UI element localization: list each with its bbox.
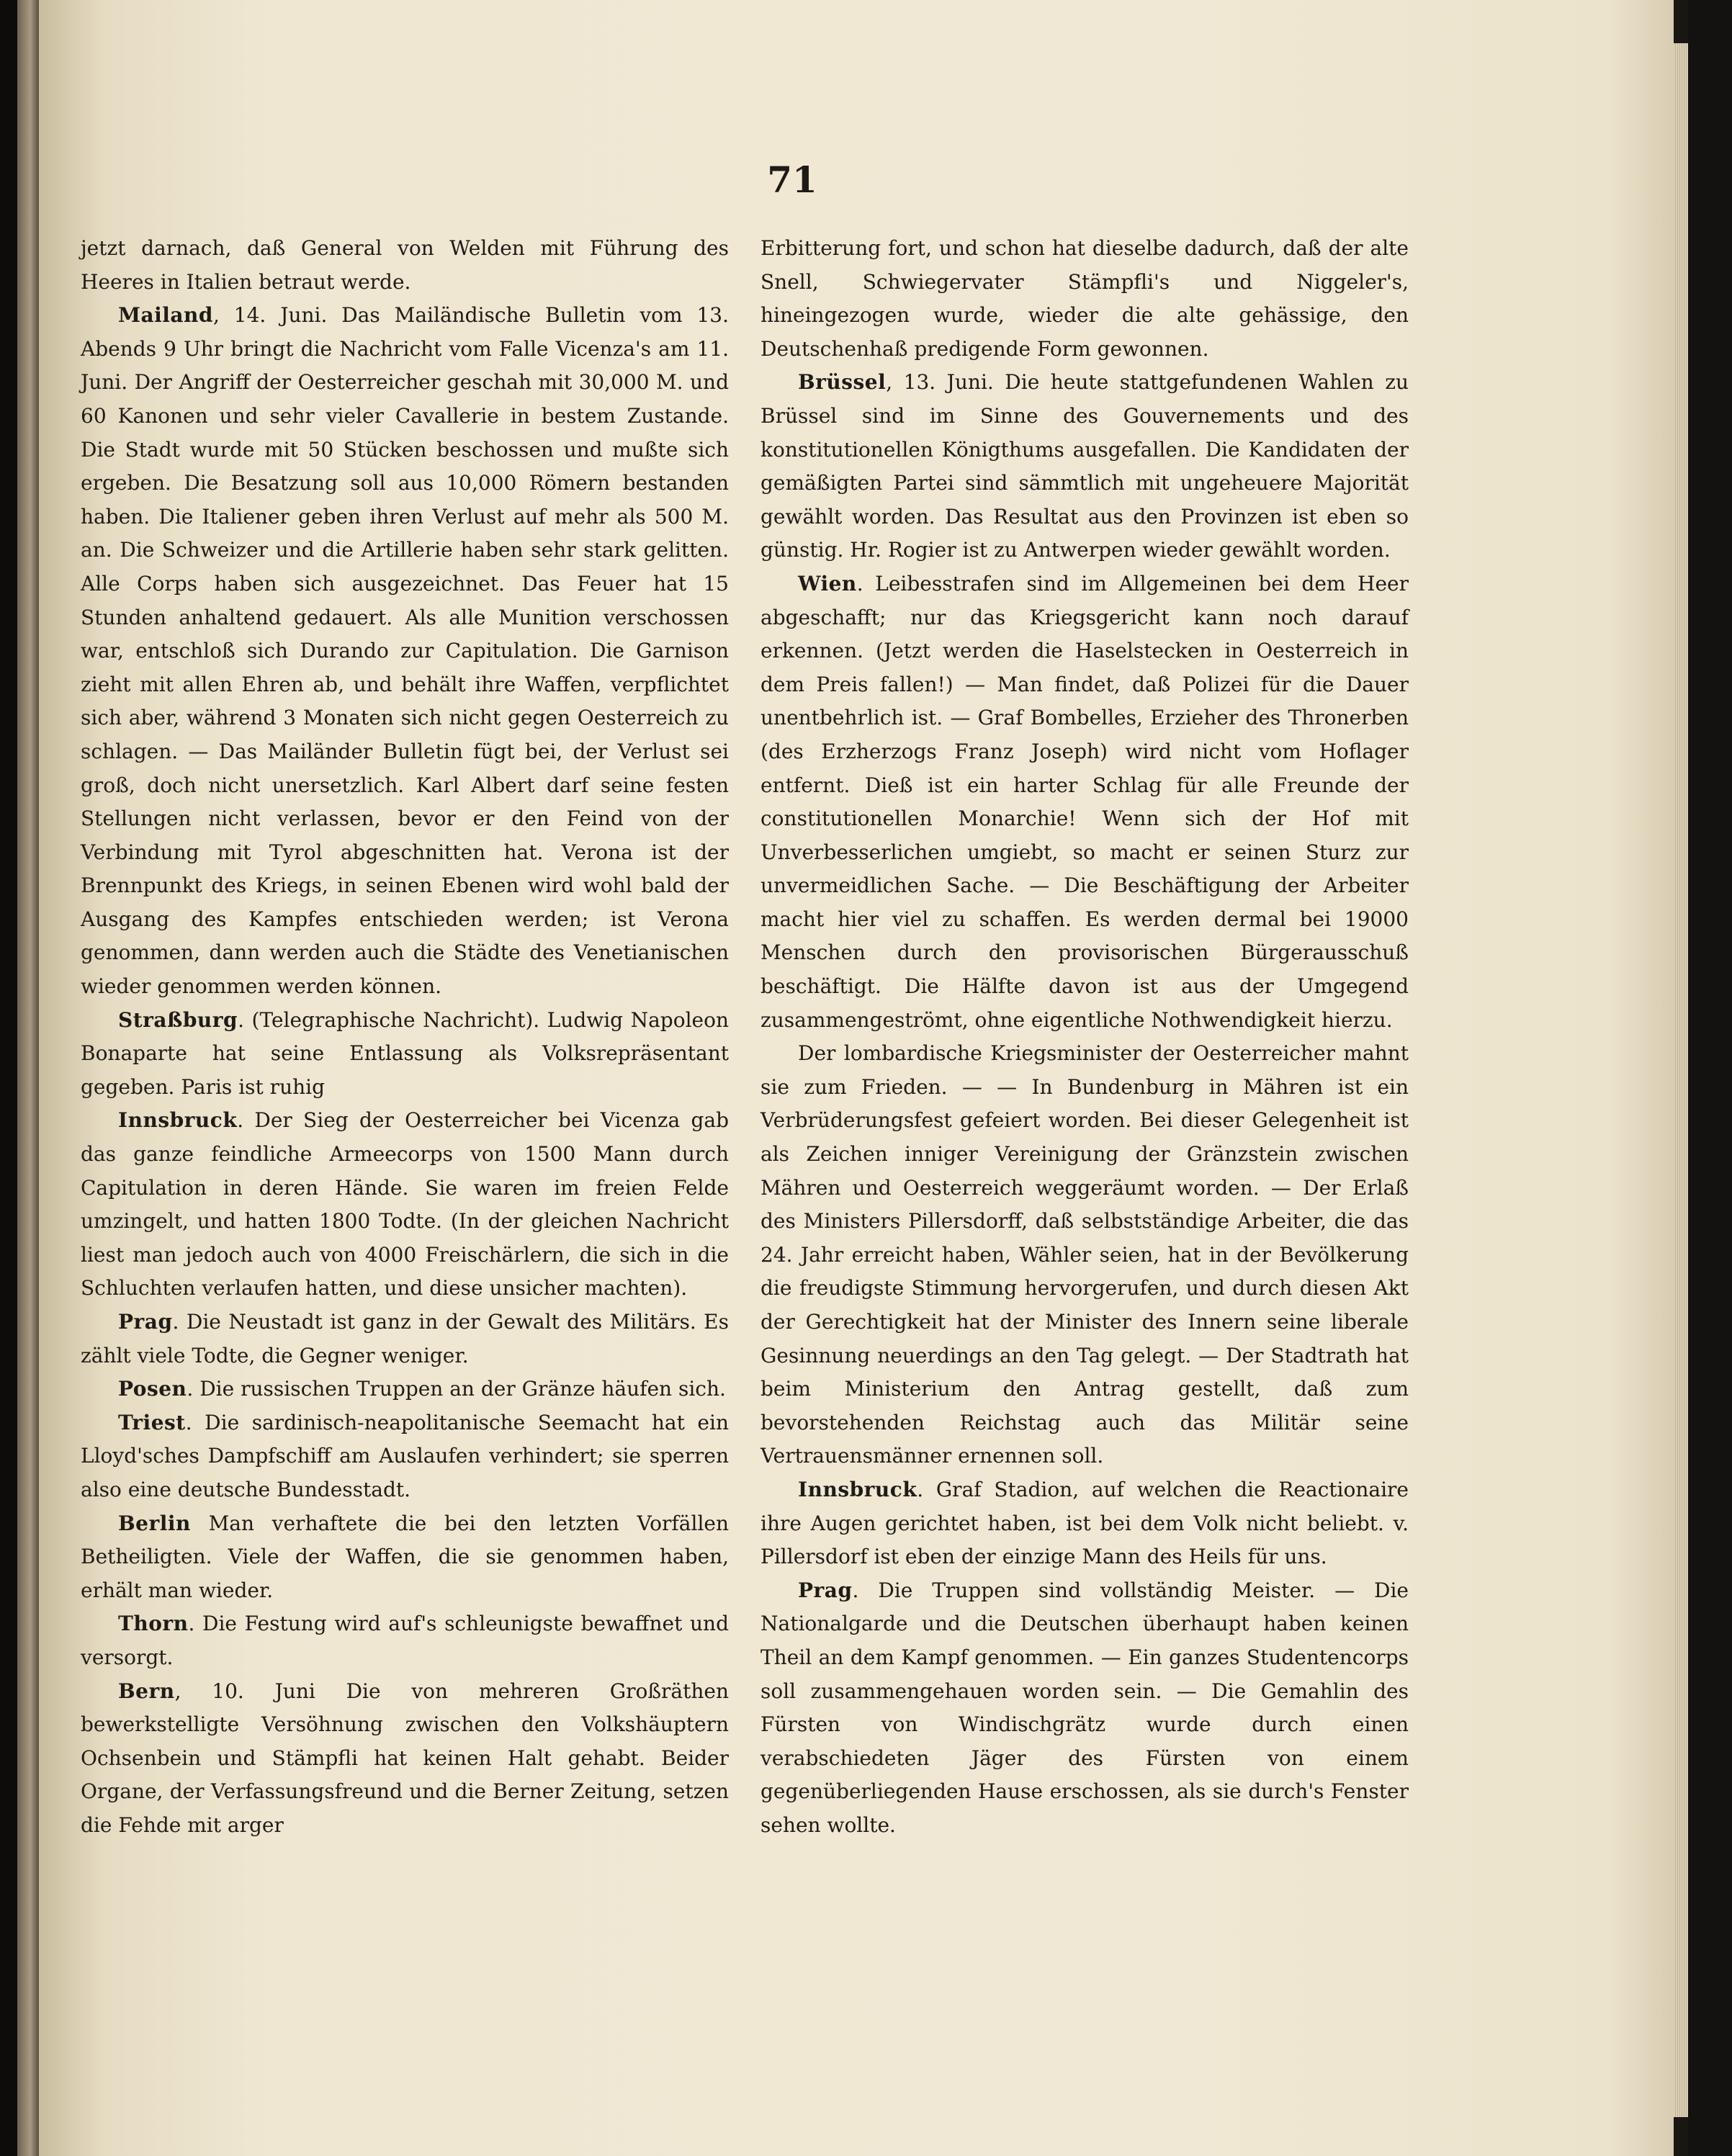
paragraph-text: . Der Sieg der Oesterreicher bei Vicenza gab das ganze feindliche Armeecorps von 1500 Mann durch Capitulation in deren Hände. Sie waren im freien Felde umzingelt, und hatten 1800 Todte. (In der gleichen Nachricht liest man jedoch auch von 4000 Freischärlern, die sich in die Schluchten verlaufen hatten, und diese unsicher machten). [81, 1108, 729, 1301]
place-heading: Triest [118, 1410, 186, 1434]
right-column [760, 232, 1409, 1843]
paragraph-text: . Die russischen Truppen an der Gränze häufen sich. [187, 1377, 726, 1401]
place-heading: Thorn [118, 1612, 189, 1636]
article-paragraph [760, 366, 1409, 567]
place-heading: Berlin [118, 1511, 191, 1535]
page-number: 71 [767, 158, 817, 201]
left-column [81, 232, 729, 1843]
place-heading: Bern [118, 1679, 175, 1703]
paragraph-text: . Leibesstrafen sind im Allgemeinen bei dem Heer abgeschafft; nur das Kriegsgericht kann noch darauf erkennen. (Jetzt werden die Haselstecken in Oesterreich in dem Preis fallen!) — Man findet, daß Polizei für die Dauer unentbehrlich ist. — Graf Bombelles, Erzieher des Thronerben (des Erzherzogs Franz Joseph) wird nicht vom Hoflager entfernt. Dieß ist ein harter Schlag für alle Freunde der constitutionellen Monarchie! Wenn sich der Hof mit Unverbesserlichen umgiebt, so macht er seinen Sturz zur unvermeidlichen Sache. — Die Beschäftigung der Arbeiter macht hier viel zu schaffen. Es werden dermal bei 19000 Menschen durch den provisorischen Bürgerausschuß beschäftigt. Die Hälfte davon ist aus der Umgegend zusammengeströmt, ohne eigentliche Nothwendigkeit hierzu. [760, 571, 1409, 1032]
paragraph-text: . Die Festung wird auf's schleunigste bewaffnet und versorgt. [81, 1612, 729, 1669]
paragraph-text: . Die sardinisch-neapolitanische Seemacht hat ein Lloyd'sches Dampfschiff am Auslaufen verhindert; sie sperren also eine deutsche Bundesstadt. [81, 1410, 729, 1501]
place-heading: Prag [798, 1578, 853, 1602]
previous-page-edge [17, 0, 39, 2156]
article-paragraph [81, 1675, 729, 1843]
paragraph-text: , 10. Juni Die von mehreren Großräthen bewerkstelligte Versöhnung zwischen den Volkshäuptern Ochsenbein und Stämpfli hat keinen Halt gehabt. Beider Organe, der Verfassungsfreund und die Berner Zeitung, setzen die Fehde mit arger [81, 1679, 729, 1837]
paragraph-text: . Graf Stadion, auf welchen die Reactionaire ihre Augen gerichtet haben, ist bei dem Volk nicht beliebt. v. Pillersdorf ist eben der einzige Mann des Heils für uns. [760, 1477, 1409, 1569]
paragraph-text: , 13. Juni. Die heute stattgefundenen Wahlen zu Brüssel sind im Sinne des Gouvernements und des konstitutionellen Königthums ausgefallen. Die Kandidaten der gemäßigten Partei sind sämmtlich mit ungeheuere Majorität gewählt worden. Das Resultat aus den Provinzen ist eben so günstig. Hr. Rogier ist zu Antwerpen wieder gewählt worden. [760, 370, 1409, 562]
article-paragraph [81, 1507, 729, 1608]
place-heading: Innsbruck [798, 1477, 917, 1501]
place-heading: Brüssel [798, 370, 887, 395]
paragraph-text: . Die Truppen sind vollständig Meister. — Die Nationalgarde und die Deutschen überhaupt haben keinen Theil an dem Kampf genommen. — Ein ganzes Studentencorps soll zusammengehauen worden sein. — Die Gemahlin des Fürsten von Windischgrätz wurde durch einen verabschiedeten Jäger des Fürsten von einem gegenüberliegenden Hause erschossen, als sie durch's Fenster sehen wollte. [760, 1578, 1409, 1837]
place-heading: Innsbruck [118, 1108, 238, 1133]
article-paragraph [81, 1406, 729, 1507]
paragraph-text: jetzt darnach, daß General von Welden mit Führung des Heeres in Italien betraut werde. [81, 236, 729, 294]
article-paragraph [760, 232, 1409, 366]
article-paragraph [81, 1104, 729, 1306]
article-paragraph [81, 299, 729, 1003]
paragraph-text: Erbitterung fort, und schon hat dieselbe dadurch, daß der alte Snell, Schwiegervater Stämpfli's und Niggeler's, hineingezogen wurde, wieder die alte gehässige, den Deutschenhaß predigende Form gewonnen. [760, 236, 1409, 361]
place-heading: Mailand [118, 303, 213, 328]
article-paragraph [81, 1004, 729, 1105]
place-heading: Straßburg [118, 1007, 238, 1032]
article-paragraph [760, 1473, 1409, 1574]
article-paragraph [81, 1607, 729, 1674]
scan-background-right [1688, 0, 1732, 2156]
article-paragraph [760, 567, 1409, 1037]
paragraph-text: , 14. Juni. Das Mailändische Bulletin vom 13. Abends 9 Uhr bringt die Nachricht vom Falle Vicenza's am 11. Juni. Der Angriff der Oesterreicher geschah mit 30,000 M. und 60 Kanonen und sehr vieler Cavallerie in bestem Zustande. Die Stadt wurde mit 50 Stücken beschossen und mußte sich ergeben. Die Besatzung soll aus 10,000 Römern bestanden haben. Die Italiener geben ihren Verlust auf mehr als 500 M. an. Die Schweizer und die Artillerie haben sehr stark gelitten. Alle Corps haben sich ausgezeichnet. Das Feuer hat 15 Stunden anhaltend gedauert. Als alle Munition verschossen war, entschloß sich Durando zur Capitulation. Die Garnison zieht mit allen Ehren ab, und behält ihre Waffen, verpflichtet sich aber, während 3 Monaten sich nicht gegen Oesterreich zu schlagen. — Das Mailänder Bulletin fügt bei, der Verlust sei groß, doch nicht unersetzlich. Karl Albert darf seine festen Stellungen nicht verlassen, bevor er den Feind von der Verbindung mit Tyrol abgeschnitten hat. Verona ist der Brennpunkt des Kriegs, in seinen Ebenen wird wohl bald der Ausgang des Kampfes entschieden werden; ist Verona genommen, dann werden auch die Städte des Venetianischen wieder genommen werden können. [81, 303, 729, 999]
article-paragraph [81, 1373, 729, 1406]
article-paragraph [81, 232, 729, 299]
scan-background-left [0, 0, 17, 2156]
place-heading: Prag [118, 1310, 173, 1334]
article-paragraph [760, 1574, 1409, 1843]
place-heading: Wien [798, 571, 857, 596]
article-paragraph [81, 1306, 729, 1373]
page-stack-edge [1674, 43, 1688, 2117]
paragraph-text: . (Telegraphische Nachricht). Ludwig Napoleon Bonaparte hat seine Entlassung als Volksrepräsentant gegeben. Paris ist ruhig [81, 1007, 729, 1099]
paragraph-text: Der lombardische Kriegsminister der Oesterreicher mahnt sie zum Frieden. — — In Bundenburg in Mähren ist ein Verbrüderungsfest gefeiert worden. Bei dieser Gelegenheit ist als Zeichen inniger Vereinigung der Gränzstein zwischen Mähren und Oesterreich weggeräumt worden. — Der Erlaß des Ministers Pillersdorff, daß selbstständige Arbeiter, die das 24. Jahr erreicht haben, Wähler seien, hat in der Bevölkerung die freudigste Stimmung hervorgerufen, und durch diesen Akt der Gerechtigkeit hat der Minister des Innern seine liberale Gesinnung neuerdings an den Tag gelegt. — Der Stadtrath hat beim Ministerium den Antrag gestellt, daß zum bevorstehenden Reichstag auch das Militär seine Vertrauensmänner ernennen soll. [760, 1041, 1409, 1468]
paragraph-text: . Die Neustadt ist ganz in der Gewalt des Militärs. Es zählt viele Todte, die Gegner weniger. [81, 1310, 729, 1367]
article-paragraph [760, 1037, 1409, 1473]
paragraph-text: Man verhaftete die bei den letzten Vorfällen Betheiligten. Viele der Waffen, die sie genommen haben, erhält man wieder. [81, 1511, 729, 1602]
place-heading: Posen [118, 1377, 187, 1401]
